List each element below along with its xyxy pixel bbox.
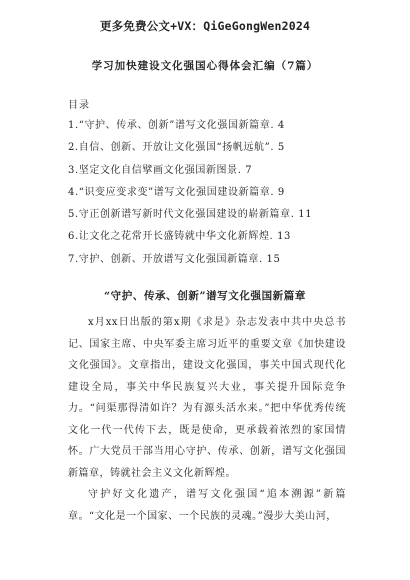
section-title: “守护、传承、创新”谱写文化强国新篇章 bbox=[104, 290, 306, 302]
toc-heading: 目录 bbox=[68, 100, 90, 111]
document-title: 学习加快建设文化强国心得体会汇编（7篇） bbox=[91, 60, 319, 72]
toc-item[interactable]: 4.“识变应变求变”谱写文化强国建设新篇章. 9 bbox=[68, 186, 285, 198]
toc-item[interactable]: 5.守正创新谱写新时代文化强国建设的崭新篇章. 11 bbox=[68, 209, 313, 221]
toc-item[interactable]: 3.坚定文化自信擘画文化强国新图景. 7 bbox=[68, 164, 253, 176]
body-paragraph: 守护好文化遗产，谱写文化强国“追本溯源”新篇章。“文化是一个国家、一个民族的灵魂。”漫步大美山河， bbox=[68, 489, 346, 522]
promo-header: 更多免费公文+VX：QiGeGongWen2024 bbox=[99, 19, 311, 33]
toc-item[interactable]: 2.自信、创新、开放让文化强国“扬帆远航”. 5 bbox=[68, 142, 285, 154]
section-body bbox=[68, 312, 346, 527]
toc-item[interactable]: 6.让文化之花常开长盛铸就中华文化新辉煌. 13 bbox=[68, 231, 292, 243]
body-paragraph: x月xx日出版的第x期《求是》杂志发表中共中央总书记、国家主席、中央军委主席习近平的重要文章《加快建设文化强国》。文章指出，建设文化强国，事关中国式现代化建设全局，事关中华民族复兴大业，事关提升国际竞争力。“问渠那得清如许？为有源头活水来。”把中华优秀传统文化一代一代传下去，既是使命，更承载着浓烈的家国情怀。广大党员干部当用心守护、传承、创新，谱写文化强国新篇章，铸就社会主义文化新辉煌。 bbox=[68, 317, 346, 479]
toc-item[interactable]: 7.守护、创新、开放谱写文化强国新篇章. 15 bbox=[68, 253, 281, 265]
table-of-contents bbox=[68, 115, 368, 271]
toc-item[interactable]: 1.“守护、传承、创新”谱写文化强国新篇章. 4 bbox=[68, 120, 285, 131]
